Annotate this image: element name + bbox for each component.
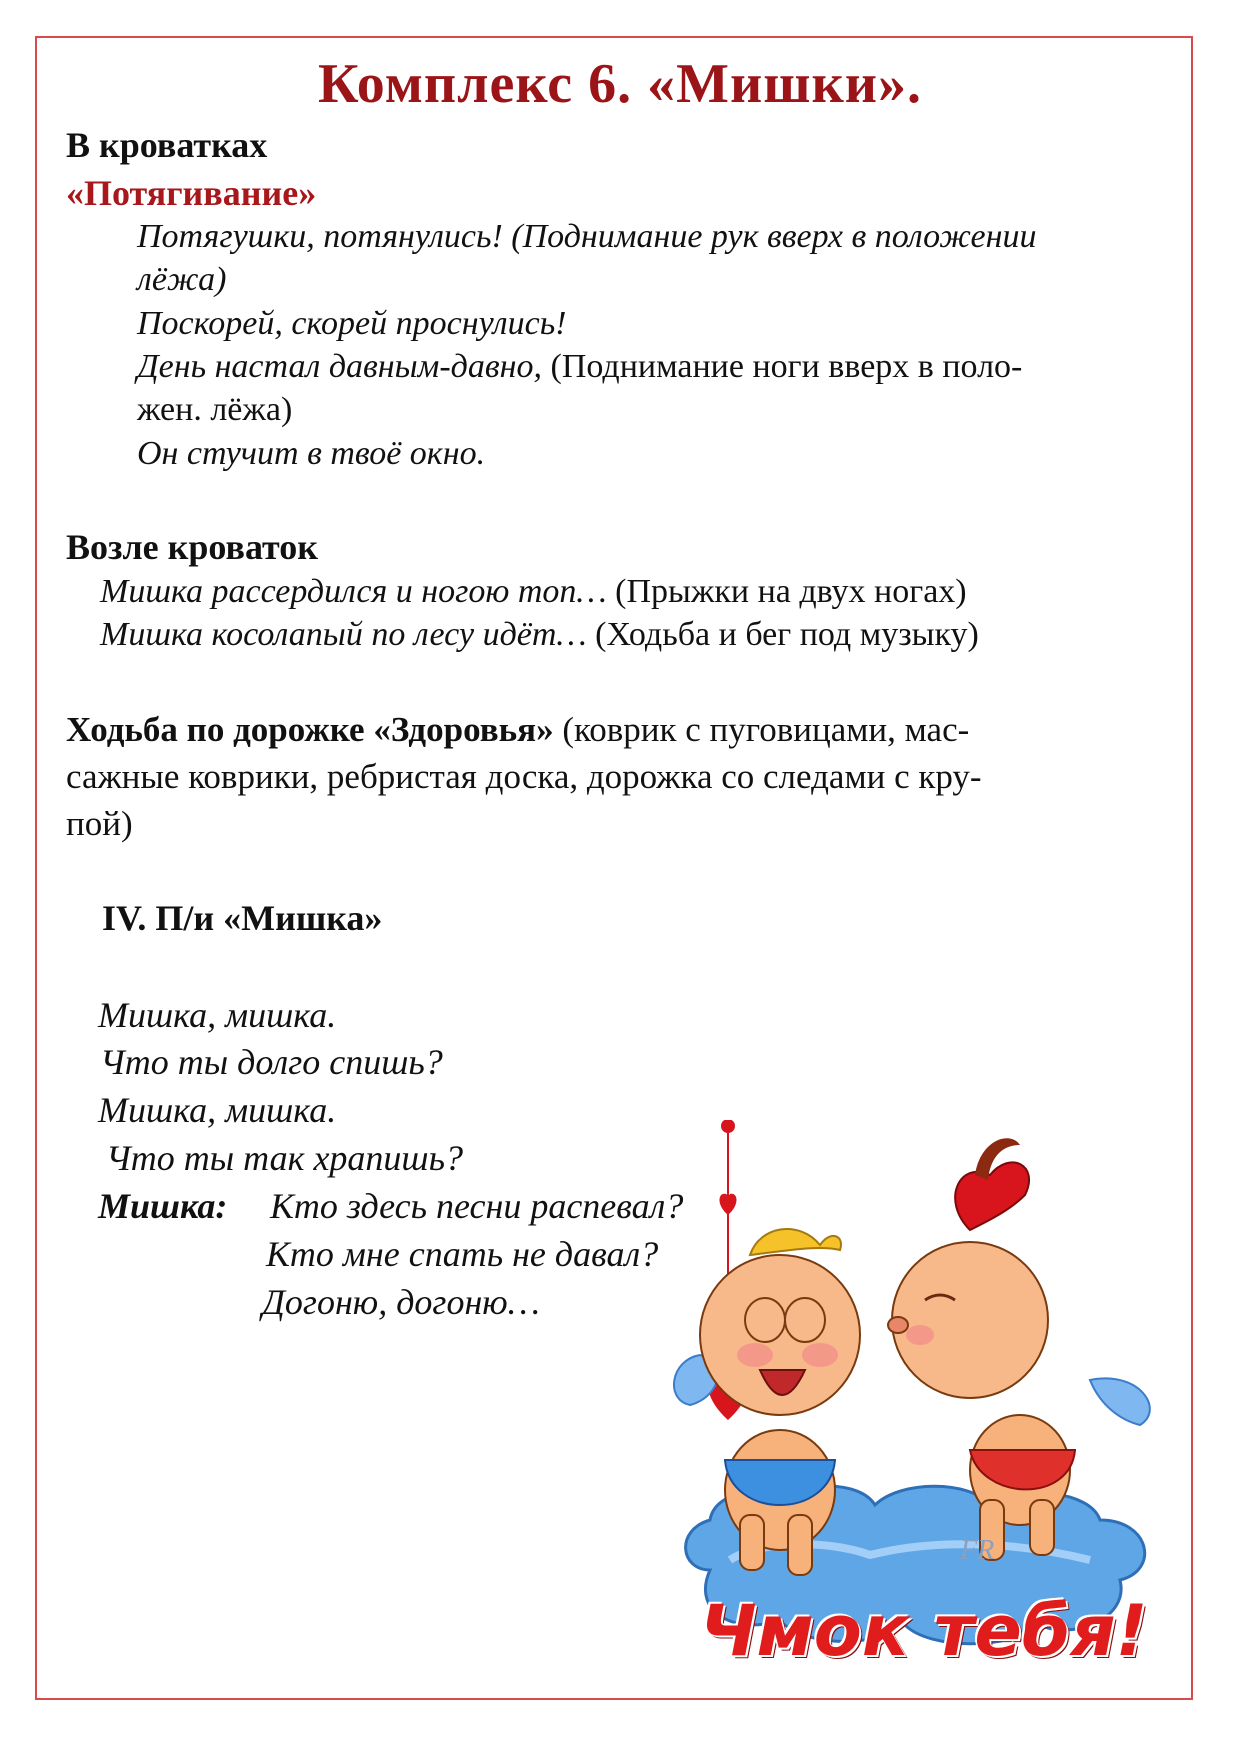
health-path-paragraph: Ходьба по дорожке «Здоровья» (коврик с пуговицами, мас- [66, 710, 970, 749]
health-path-paragraph-line: сажные коврики, ребристая доска, дорожка со следами с кру- [66, 757, 982, 796]
verse-line: Мишка косолапый по лесу идёт… (Ходьба и бег под музыку) [100, 616, 979, 653]
verse-line: Он стучит в твоё окно. [137, 435, 486, 472]
section-heading-near-beds: Возле кроваток [66, 527, 318, 567]
verse-line: Что ты так храпишь? [106, 1138, 463, 1178]
page-title: Комплекс 6. «Мишки». [317, 53, 923, 115]
verse-line: жен. лёжа) [137, 391, 293, 428]
verse-line: Мишка, мишка. [98, 995, 337, 1035]
verse-line: Поскорей, скорей проснулись! [137, 305, 567, 342]
speaker-label: Мишка: [98, 1186, 228, 1226]
heart-bead-icon [721, 1120, 735, 1133]
section-heading-in-beds: В кроватках [66, 125, 268, 165]
exercise-title-stretching: «Потягивание» [66, 173, 317, 213]
verse-line: Что ты долго спишь? [100, 1042, 443, 1082]
verse-line: Догоню, догоню… [262, 1282, 540, 1322]
verse-line: Потягушки, потянулись! (Поднимание рук вверх в положении [137, 218, 1037, 255]
verse-line: День настал давным-давно, (Поднимание ноги вверх в поло- [137, 348, 1023, 385]
artist-signature: FR [960, 1535, 995, 1566]
verse-line: Кто мне спать не давал? [266, 1234, 659, 1274]
verse-line: Мишка, мишка. [98, 1090, 337, 1130]
game-heading: IV. П/и «Мишка» [102, 898, 383, 938]
verse-line: Кто здесь песни распевал? [270, 1186, 684, 1226]
verse-line: Мишка рассердился и ногою топ… (Прыжки на двух ногах) [100, 573, 967, 610]
illustration-caption: Чмок тебя! [700, 1590, 1148, 1672]
verse-line: лёжа) [137, 261, 227, 298]
health-path-paragraph-line: пой) [66, 804, 133, 843]
